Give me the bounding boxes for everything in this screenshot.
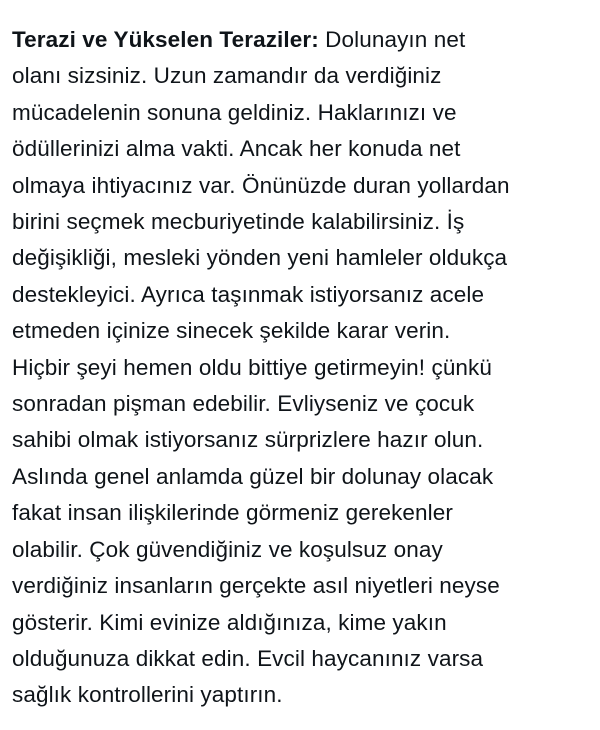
post-line: değişikliği, mesleki yönden yeni hamleler oldukça: [12, 245, 508, 271]
post-line: etmeden içinize sinecek şekilde karar verin.: [12, 318, 451, 344]
post-line: birini seçmek mecburiyetinde kalabilirsiniz. İş: [12, 209, 465, 235]
post-line: ödüllerinizi alma vakti. Ancak her konuda net: [12, 136, 461, 162]
post-line: olduğunuza dikkat edin. Evcil haycanınız varsa: [12, 645, 484, 671]
post-line: olmaya ihtiyacınız var. Önünüzde duran yollardan: [12, 172, 510, 198]
post-title: Terazi ve Yükselen Teraziler:: [12, 27, 319, 52]
post-first-line: [12, 22, 592, 58]
post-line: Hiçbir şeyi hemen oldu bittiye getirmeyin! çünkü: [12, 354, 493, 380]
post-line: mücadelenin sonuna geldiniz. Haklarınızı ve: [12, 99, 457, 125]
post-line: sahibi olmak istiyorsanız sürprizlere hazır olun.: [12, 427, 484, 453]
post-line: Aslında genel anlamda güzel bir dolunay olacak: [12, 463, 494, 489]
post-line: verdiğiniz insanların gerçekte asıl niyetleri neyse: [12, 573, 500, 599]
post-line: destekleyici. Ayrıca taşınmak istiyorsanız acele: [12, 281, 485, 307]
post-text: [12, 22, 592, 714]
post-line: sonradan pişman edebilir. Evliyseniz ve çocuk: [12, 391, 475, 417]
post-line: olabilir. Çok güvendiğiniz ve koşulsuz onay: [12, 536, 443, 562]
post-first-line-text: Dolunayın net: [318, 27, 466, 52]
post-line: sağlık kontrollerini yaptırın.: [12, 682, 283, 708]
post-line: fakat insan ilişkilerinde görmeniz gerekenler: [12, 500, 453, 526]
post-line: olanı sizsiniz. Uzun zamandır da verdiğiniz: [12, 63, 442, 89]
post-line: gösterir. Kimi evinize aldığınıza, kime yakın: [12, 609, 447, 635]
